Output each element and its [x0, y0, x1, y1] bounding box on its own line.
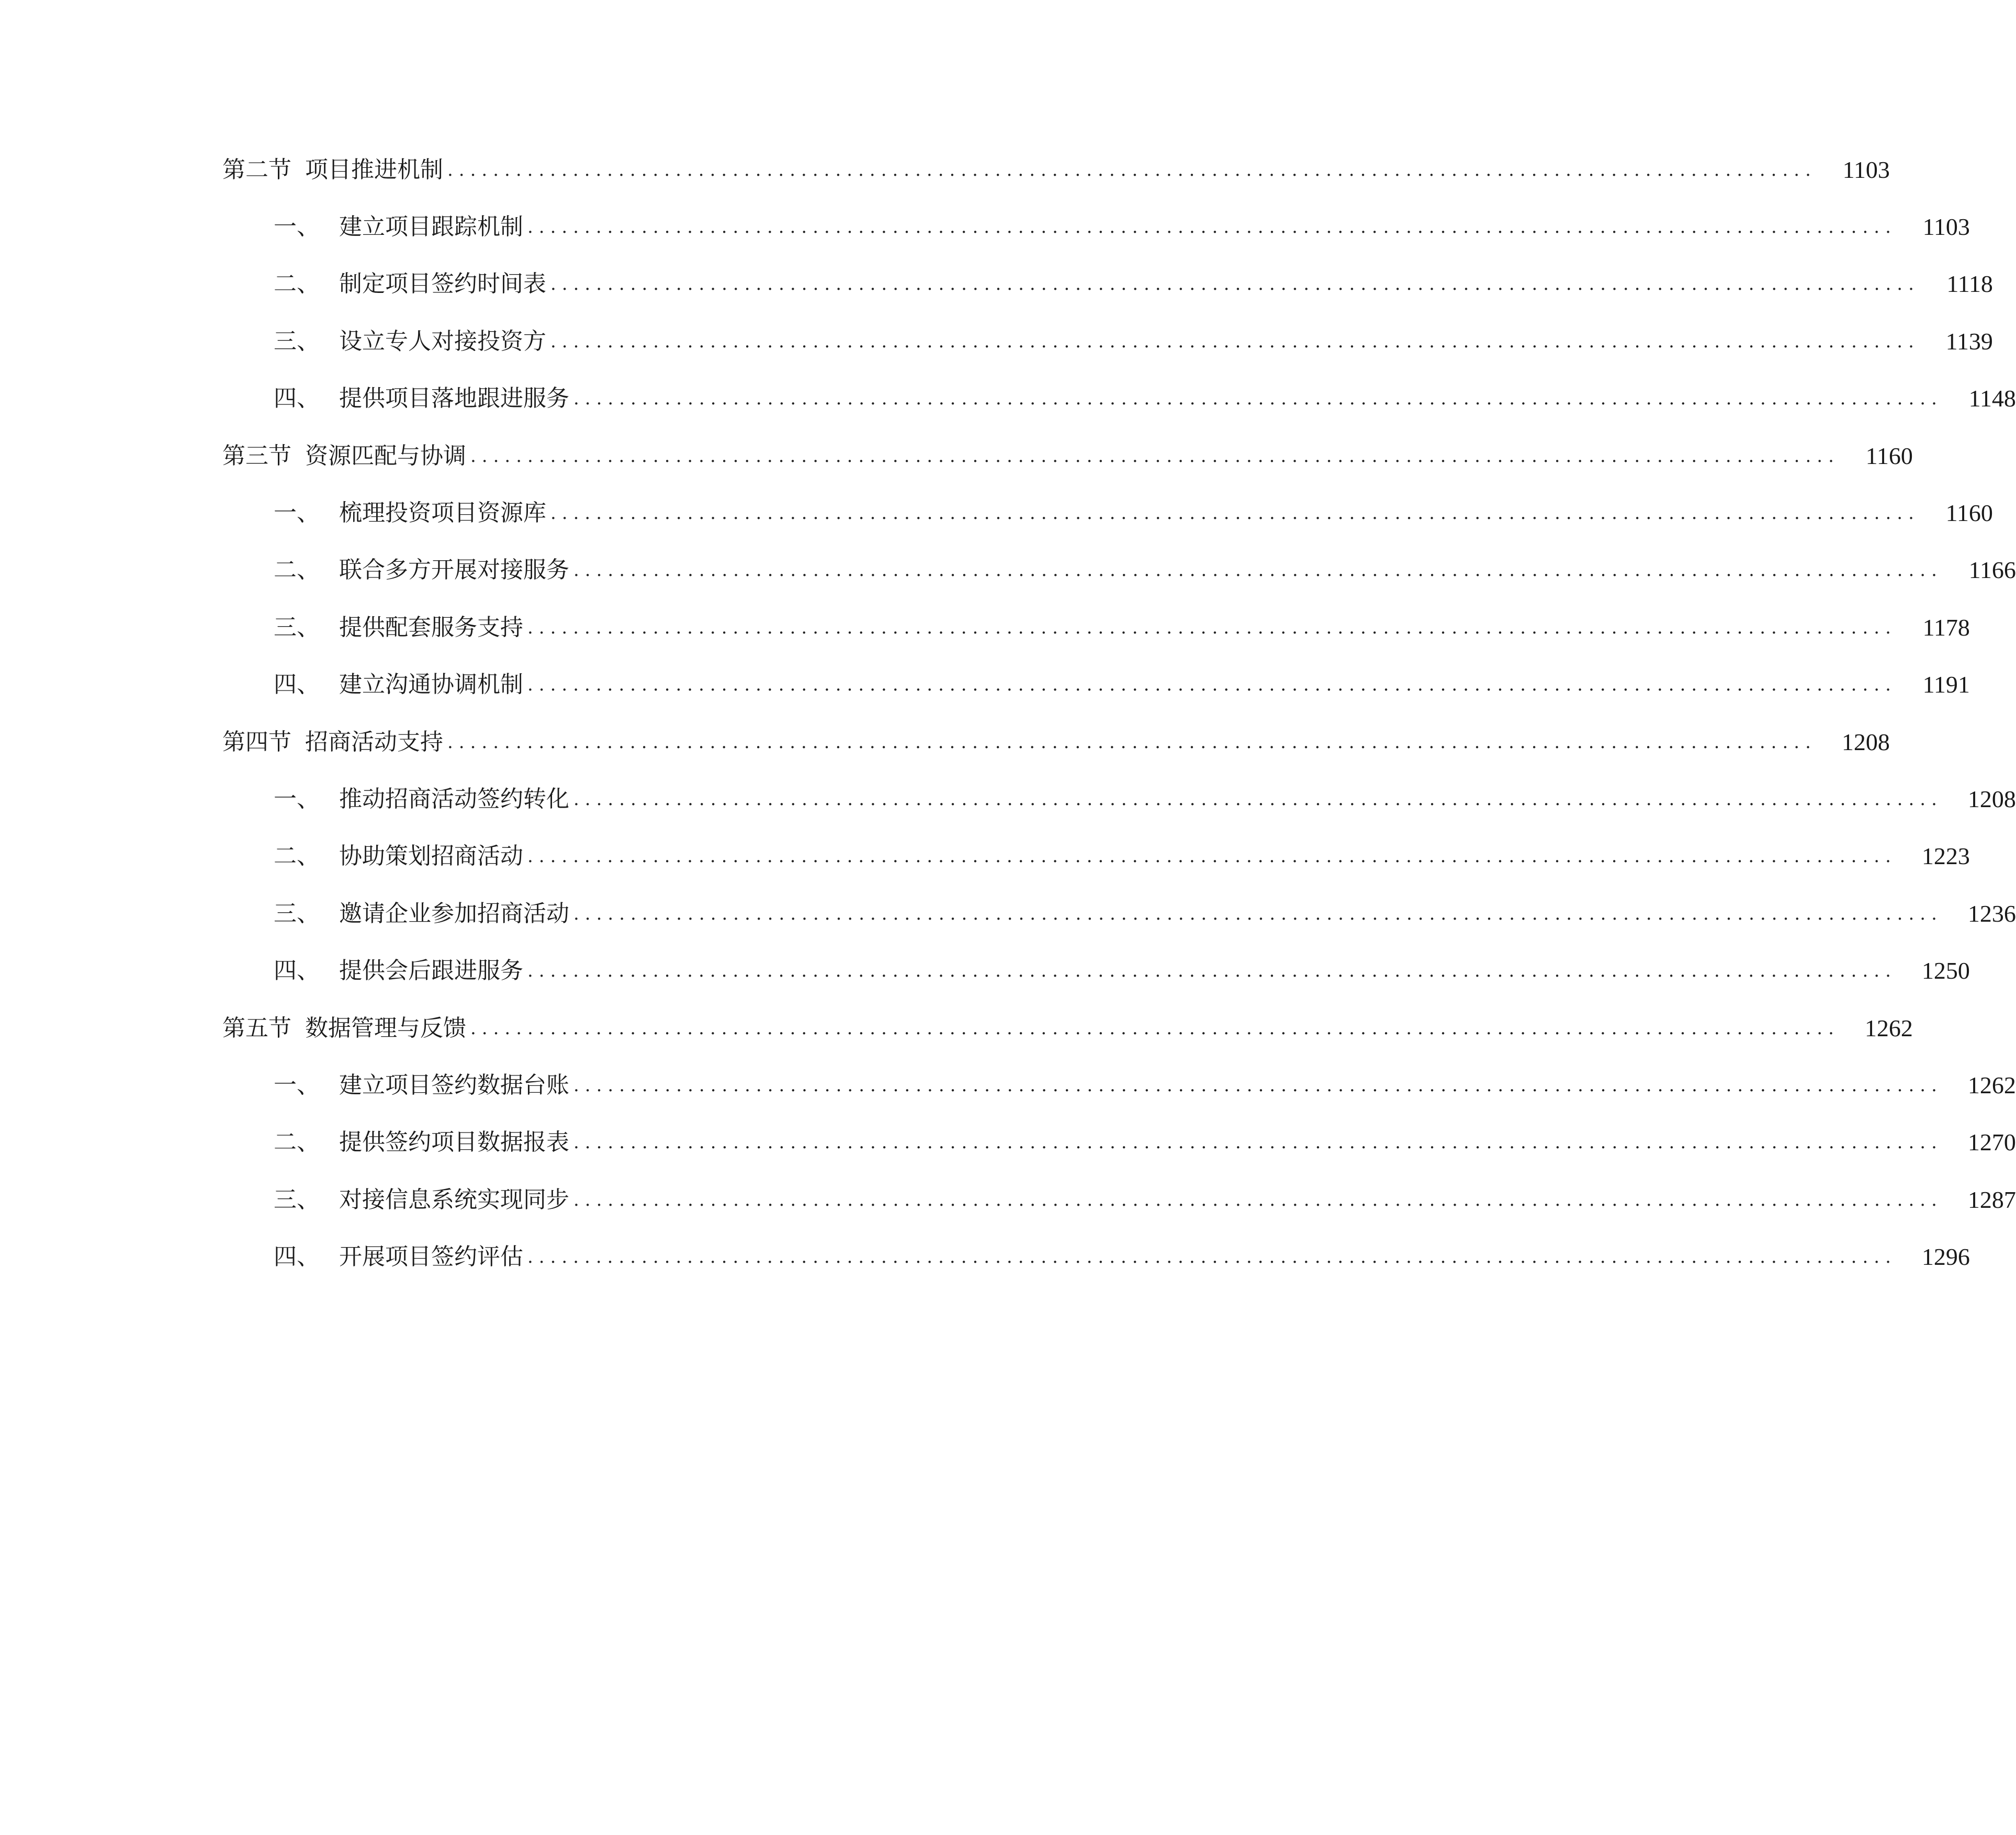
toc-dot-leader: ........................................................................................................................: [573, 788, 1943, 810]
toc-page-number: 1160: [1945, 500, 1993, 527]
toc-subsection-entry[interactable]: [0, 1057, 2016, 1114]
toc-dot-leader: ........................................................................................................................: [573, 388, 1943, 410]
toc-page-number: 1191: [1922, 671, 1970, 698]
toc-dot-leader: ........................................................................................................................: [573, 1189, 1943, 1210]
toc-subsection-number: 一、: [274, 213, 320, 241]
toc-dot-leader: ........................................................................................................................: [550, 274, 1920, 295]
toc-section-title: 数据管理与反馈: [305, 1014, 466, 1041]
toc-subsection-entry[interactable]: [0, 885, 2016, 942]
toc-page-number: 1296: [1921, 1243, 1970, 1271]
toc-dot-leader: ........................................................................................................................: [470, 445, 1840, 467]
toc-dot-leader: ........................................................................................................................: [470, 1017, 1840, 1039]
toc-subsection-number: 二、: [274, 557, 320, 584]
toc-section-number: 第五节: [222, 1014, 291, 1041]
toc-subsection-entry[interactable]: [0, 1114, 2016, 1171]
toc-section-number: 第四节: [222, 728, 291, 755]
toc-subsection-number: 二、: [274, 270, 320, 298]
toc-section-title: 招商活动支持: [305, 728, 443, 755]
toc-subsection-title: 提供签约项目数据报表: [339, 1129, 569, 1156]
toc-page-number: 1270: [1967, 1129, 2016, 1156]
toc-subsection-number: 三、: [274, 327, 320, 355]
toc-subsection-title: 对接信息系统实现同步: [339, 1186, 569, 1213]
toc-page-number: 1103: [1922, 213, 1970, 241]
toc-subsection-title: 提供项目落地跟进服务: [339, 385, 569, 412]
toc-subsection-number: 四、: [274, 385, 320, 412]
toc-page-number: 1178: [1922, 614, 1970, 641]
toc-dot-leader: ........................................................................................................................: [527, 617, 1897, 638]
toc-subsection-number: 四、: [274, 1243, 320, 1271]
toc-section-number: 第二节: [222, 156, 291, 183]
toc-subsection-number: 三、: [274, 614, 320, 641]
toc-subsection-number: 四、: [274, 671, 320, 698]
toc-page-number: 1262: [1967, 1071, 2016, 1098]
toc-section-number: 第三节: [222, 442, 291, 469]
toc-subsection-number: 一、: [274, 785, 320, 812]
toc-section-title: 项目推进机制: [305, 156, 443, 183]
toc-subsection-title: 设立专人对接投资方: [339, 327, 546, 355]
toc-dot-leader: ........................................................................................................................: [573, 560, 1943, 581]
toc-section-entry[interactable]: [0, 713, 1890, 771]
toc-page-number: 1148: [1968, 385, 2016, 412]
toc-subsection-number: 一、: [274, 1071, 320, 1098]
toc-page-number: 1139: [1945, 327, 1993, 355]
toc-dot-leader: ........................................................................................................................: [527, 1247, 1897, 1268]
toc-dot-leader: ........................................................................................................................: [573, 903, 1943, 924]
toc-page-number: 1236: [1967, 900, 2016, 927]
toc-dot-leader: ........................................................................................................................: [550, 503, 1920, 524]
toc-page-number: 1250: [1921, 957, 1970, 984]
toc-dot-leader: ........................................................................................................................: [527, 846, 1897, 867]
toc-section-title: 资源匹配与协调: [305, 442, 466, 469]
toc-page-number: 1208: [1967, 785, 2016, 812]
toc-dot-leader: ........................................................................................................................: [573, 1132, 1943, 1153]
toc-dot-leader: ........................................................................................................................: [550, 331, 1920, 352]
toc-subsection-title: 邀请企业参加招商活动: [339, 900, 569, 927]
toc-dot-leader: ........................................................................................................................: [573, 1074, 1943, 1096]
toc-subsection-entry[interactable]: [0, 313, 1993, 370]
toc-page-number: 1103: [1842, 156, 1890, 183]
toc-subsection-entry[interactable]: [0, 256, 1993, 313]
toc-page-number: 1223: [1921, 843, 1970, 870]
toc-subsection-number: 二、: [274, 1129, 320, 1156]
toc-section-entry[interactable]: [0, 1000, 1913, 1057]
toc-subsection-number: 一、: [274, 500, 320, 527]
toc-section-entry[interactable]: [0, 141, 1890, 198]
toc-dot-leader: ........................................................................................................................: [447, 159, 1817, 180]
toc-subsection-title: 推动招商活动签约转化: [339, 785, 569, 812]
toc-subsection-entry[interactable]: [0, 1171, 2016, 1228]
toc-subsection-entry[interactable]: [0, 1228, 1970, 1285]
toc-subsection-entry[interactable]: [0, 599, 1970, 656]
toc-subsection-entry[interactable]: [0, 198, 1970, 255]
toc-page-number: 1262: [1864, 1014, 1913, 1041]
toc-subsection-title: 梳理投资项目资源库: [339, 500, 546, 527]
table-of-contents: [0, 141, 2016, 1286]
toc-dot-leader: ........................................................................................................................: [527, 674, 1897, 696]
toc-page-number: 1160: [1865, 442, 1913, 469]
toc-subsection-title: 提供会后跟进服务: [339, 957, 523, 984]
toc-subsection-title: 联合多方开展对接服务: [339, 557, 569, 584]
toc-subsection-entry[interactable]: [0, 828, 1970, 885]
toc-page-number: 1118: [1946, 270, 1993, 298]
toc-section-entry[interactable]: [0, 427, 1913, 484]
toc-dot-leader: ........................................................................................................................: [447, 731, 1817, 753]
toc-subsection-entry[interactable]: [0, 942, 1970, 999]
toc-subsection-title: 开展项目签约评估: [339, 1243, 523, 1271]
toc-subsection-entry[interactable]: [0, 542, 2016, 599]
toc-subsection-entry[interactable]: [0, 656, 1970, 713]
toc-dot-leader: ........................................................................................................................: [527, 217, 1897, 238]
toc-subsection-title: 建立项目跟踪机制: [339, 213, 523, 241]
toc-subsection-title: 制定项目签约时间表: [339, 270, 546, 298]
toc-subsection-title: 协助策划招商活动: [339, 843, 523, 870]
toc-subsection-title: 建立项目签约数据台账: [339, 1071, 569, 1098]
toc-subsection-entry[interactable]: [0, 370, 2016, 427]
toc-subsection-title: 建立沟通协调机制: [339, 671, 523, 698]
toc-dot-leader: ........................................................................................................................: [527, 960, 1897, 982]
toc-subsection-number: 三、: [274, 900, 320, 927]
toc-subsection-entry[interactable]: [0, 771, 2016, 828]
toc-subsection-number: 三、: [274, 1186, 320, 1213]
toc-subsection-number: 二、: [274, 843, 320, 870]
toc-subsection-title: 提供配套服务支持: [339, 614, 523, 641]
toc-page-number: 1166: [1968, 557, 2016, 584]
toc-page-number: 1287: [1967, 1186, 2016, 1213]
toc-subsection-entry[interactable]: [0, 484, 1993, 541]
toc-page-number: 1208: [1841, 728, 1890, 755]
toc-subsection-number: 四、: [274, 957, 320, 984]
